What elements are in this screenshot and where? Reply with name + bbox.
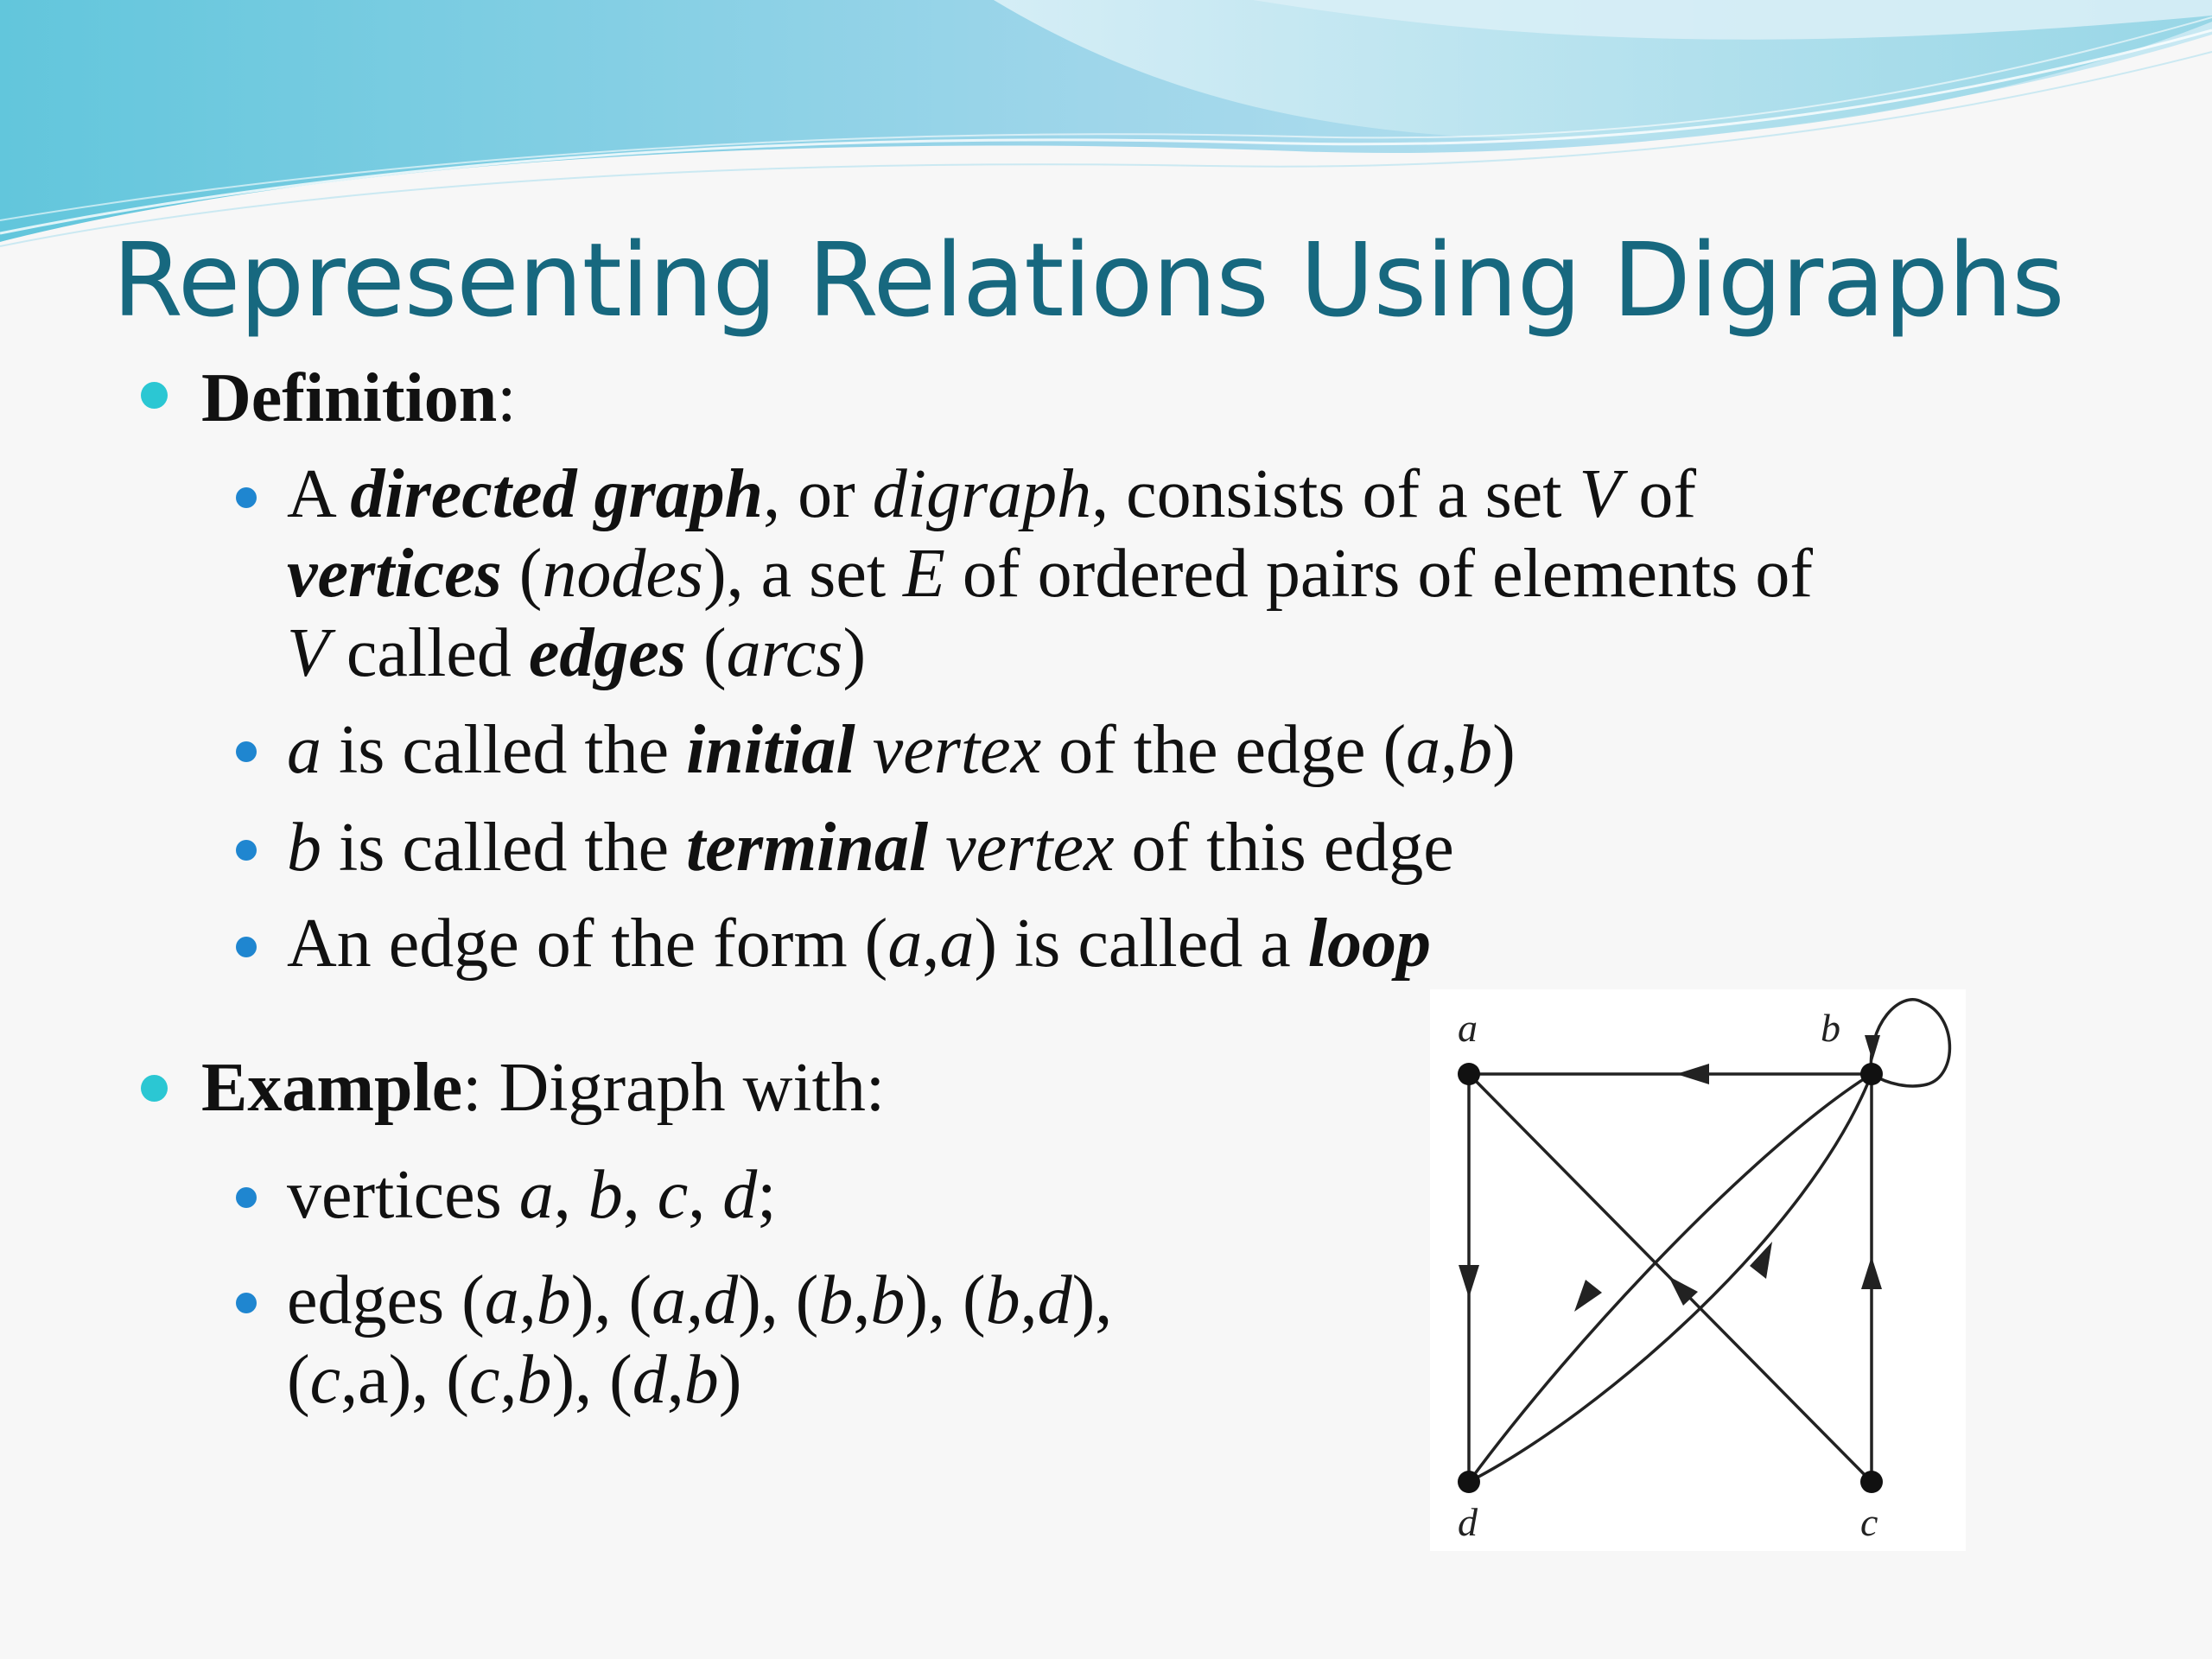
bullet-marker	[236, 487, 257, 508]
definition-item-initial: a is called the initial vertex of the edge (a,b)	[287, 712, 1516, 788]
bullet-marker	[141, 1075, 168, 1102]
vertex-d	[1458, 1471, 1480, 1493]
vertex-label-c: c	[1860, 1500, 1878, 1544]
bullet-marker	[236, 840, 257, 861]
definition-item-terminal: b is called the terminal vertex of this edge	[287, 810, 1454, 886]
vertex-label-d: d	[1458, 1500, 1478, 1544]
bullet-marker	[236, 937, 257, 957]
vertex-c	[1860, 1471, 1883, 1493]
bullet-marker	[141, 382, 168, 409]
bullet-marker	[236, 1187, 257, 1208]
definition-heading: Definition:	[201, 360, 517, 436]
vertex-b	[1860, 1063, 1883, 1085]
bullet-marker	[236, 1293, 257, 1313]
definition-item-loop: An edge of the form (a,a) is called a loop	[287, 906, 1432, 982]
slide-title: Representing Relations Using Digraphs	[112, 220, 2064, 340]
example-item-edges: edges (a,b), (a,d), (b,b), (b,d), (c,a), (c,b), (d,b)	[287, 1262, 1113, 1418]
bullet-marker	[236, 741, 257, 762]
example-heading: Example: Digraph with:	[201, 1050, 886, 1126]
example-item-vertices: vertices a, b, c, d;	[287, 1157, 777, 1233]
vertex-label-b: b	[1821, 1006, 1840, 1050]
vertex-label-a: a	[1458, 1006, 1478, 1050]
digraph-diagram	[1430, 989, 1966, 1551]
definition-item-digraph: A directed graph, or digraph, consists of a set V of vertices (nodes), a set E of ordered pairs of elements of V called edges (arcs)	[287, 456, 1813, 691]
vertex-a	[1458, 1063, 1480, 1085]
